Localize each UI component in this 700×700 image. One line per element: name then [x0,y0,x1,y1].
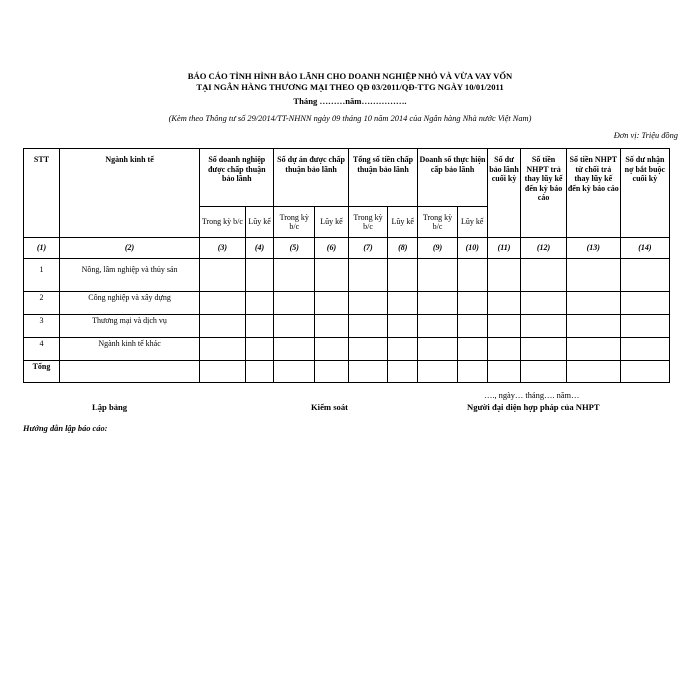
column-number: (10) [457,238,487,259]
subheader-cumulative: Lũy kế [315,207,349,238]
report-guide-heading: Hướng dẫn lập báo cáo: [23,424,108,433]
data-cell[interactable] [348,292,388,315]
data-cell[interactable] [245,259,274,292]
data-cell[interactable] [388,315,418,338]
subheader-in-period: Trong kỳ b/c [200,207,246,238]
data-cell[interactable] [620,361,669,383]
data-cell[interactable] [566,292,620,315]
column-number: (2) [59,238,199,259]
data-cell[interactable] [487,315,521,338]
row-stt: 4 [24,338,60,361]
data-cell[interactable] [200,315,246,338]
report-reference: (Kèm theo Thông tư số 29/2014/TT-NHNN ngày 09 tháng 10 năm 2014 của Ngân hàng Nhà nước Việt Nam) [168,114,532,123]
data-cell[interactable] [487,259,521,292]
data-cell[interactable] [620,292,669,315]
row-sector: Công nghiệp và xây dựng [59,292,199,315]
report-table [23,148,670,383]
controller-signature-label: Kiểm soát [311,402,348,412]
column-number: (8) [388,238,418,259]
data-cell[interactable] [566,338,620,361]
unit-label: Đơn vị: Triệu đồng [613,131,678,140]
data-cell[interactable] [200,292,246,315]
subheader-in-period: Trong kỳ b/c [418,207,458,238]
data-cell[interactable] [245,292,274,315]
data-cell[interactable] [200,259,246,292]
row-stt: 1 [24,259,60,292]
column-number: (12) [521,238,567,259]
report-title-line2: TẠI NGÂN HÀNG THƯƠNG MẠI THEO QĐ 03/2011/QĐ-TTG NGÀY 10/01/2011 [196,82,504,92]
row-sector: Nông, lâm nghiệp và thủy sản [59,259,199,292]
table-row [24,338,670,361]
data-cell[interactable] [418,315,458,338]
row-sector: Ngành kinh tế khác [59,338,199,361]
subheader-cumulative: Lũy kế [388,207,418,238]
column-number: (3) [200,238,246,259]
report-title-line1: BÁO CÁO TÌNH HÌNH BẢO LÃNH CHO DOANH NGHIỆP NHỎ VÀ VỪA VAY VỐN [187,71,513,81]
data-cell[interactable] [348,338,388,361]
data-cell[interactable] [274,361,315,383]
data-cell[interactable] [521,259,567,292]
row-sector: Thương mại và dịch vụ [59,315,199,338]
data-cell[interactable] [388,292,418,315]
data-cell[interactable] [274,292,315,315]
header-turnover: Doanh số thực hiện cấp bảo lãnh [418,149,488,207]
data-cell[interactable] [388,259,418,292]
report-period: Tháng ………năm……………. [293,96,407,106]
data-cell[interactable] [388,361,418,383]
data-cell[interactable] [457,315,487,338]
data-cell[interactable] [388,338,418,361]
data-cell[interactable] [457,338,487,361]
header-approved-amount: Tổng số tiền chấp thuận bảo lãnh [348,149,418,207]
header-sector: Ngành kinh tế [59,149,199,238]
data-cell[interactable] [418,259,458,292]
data-cell[interactable] [620,338,669,361]
legal-representative-label: Người đại diện hợp pháp của NHPT [467,402,600,412]
subheader-cumulative: Lũy kế [457,207,487,238]
data-cell[interactable] [274,315,315,338]
header-stt: STT [24,149,60,238]
column-number: (1) [24,238,60,259]
column-number: (4) [245,238,274,259]
data-cell[interactable] [521,361,567,383]
header-compulsory-debt: Số dư nhận nợ bắt buộc cuối kỳ [620,149,669,238]
data-cell[interactable] [315,292,349,315]
data-cell[interactable] [418,292,458,315]
subheader-cumulative: Lũy kế [245,207,274,238]
table-row [24,315,670,338]
data-cell[interactable] [418,361,458,383]
data-cell[interactable] [245,361,274,383]
column-number: (5) [274,238,315,259]
data-cell[interactable] [200,338,246,361]
data-cell[interactable] [315,338,349,361]
total-row [24,361,670,383]
subheader-in-period: Trong kỳ b/c [274,207,315,238]
subheader-in-period: Trong kỳ b/c [348,207,388,238]
data-cell[interactable] [457,292,487,315]
data-cell[interactable] [457,259,487,292]
data-cell[interactable] [348,361,388,383]
data-cell[interactable] [566,361,620,383]
header-projects: Số dự án được chấp thuận bảo lãnh [274,149,348,207]
data-cell[interactable] [620,259,669,292]
data-cell[interactable] [348,315,388,338]
data-cell[interactable] [521,338,567,361]
row-stt: 3 [24,315,60,338]
data-cell[interactable] [200,361,246,383]
data-cell[interactable] [245,315,274,338]
data-cell[interactable] [566,315,620,338]
column-number: (9) [418,238,458,259]
data-cell[interactable] [566,259,620,292]
table-row [24,292,670,315]
column-number: (14) [620,238,669,259]
column-number: (7) [348,238,388,259]
data-cell[interactable] [521,315,567,338]
header-guarantee-balance: Số dư bảo lãnh cuối kỳ [487,149,521,238]
data-cell[interactable] [348,259,388,292]
data-cell[interactable] [245,338,274,361]
row-stt: 2 [24,292,60,315]
header-enterprises: Số doanh nghiệp được chấp thuận bảo lãnh [200,149,274,207]
date-line: …., ngày… tháng…. năm… [484,391,580,400]
column-number: (6) [315,238,349,259]
column-number: (13) [566,238,620,259]
data-cell[interactable] [487,292,521,315]
data-cell[interactable] [487,338,521,361]
data-cell[interactable] [487,361,521,383]
data-cell[interactable] [521,292,567,315]
preparer-signature-label: Lập bảng [92,402,128,412]
data-cell[interactable] [418,338,458,361]
data-cell[interactable] [315,315,349,338]
data-cell[interactable] [315,259,349,292]
data-cell[interactable] [457,361,487,383]
data-cell[interactable] [274,259,315,292]
data-cell[interactable] [59,361,199,383]
table-row [24,259,670,292]
data-cell[interactable] [315,361,349,383]
total-label: Tổng [24,361,60,383]
data-cell[interactable] [274,338,315,361]
header-paid-on-behalf: Số tiền NHPT trả thay lũy kế đến kỳ báo cáo [521,149,567,238]
column-number: (11) [487,238,521,259]
data-cell[interactable] [620,315,669,338]
header-refused-payment: Số tiền NHPT từ chối trả thay lũy kế đến kỳ báo cáo [566,149,620,238]
